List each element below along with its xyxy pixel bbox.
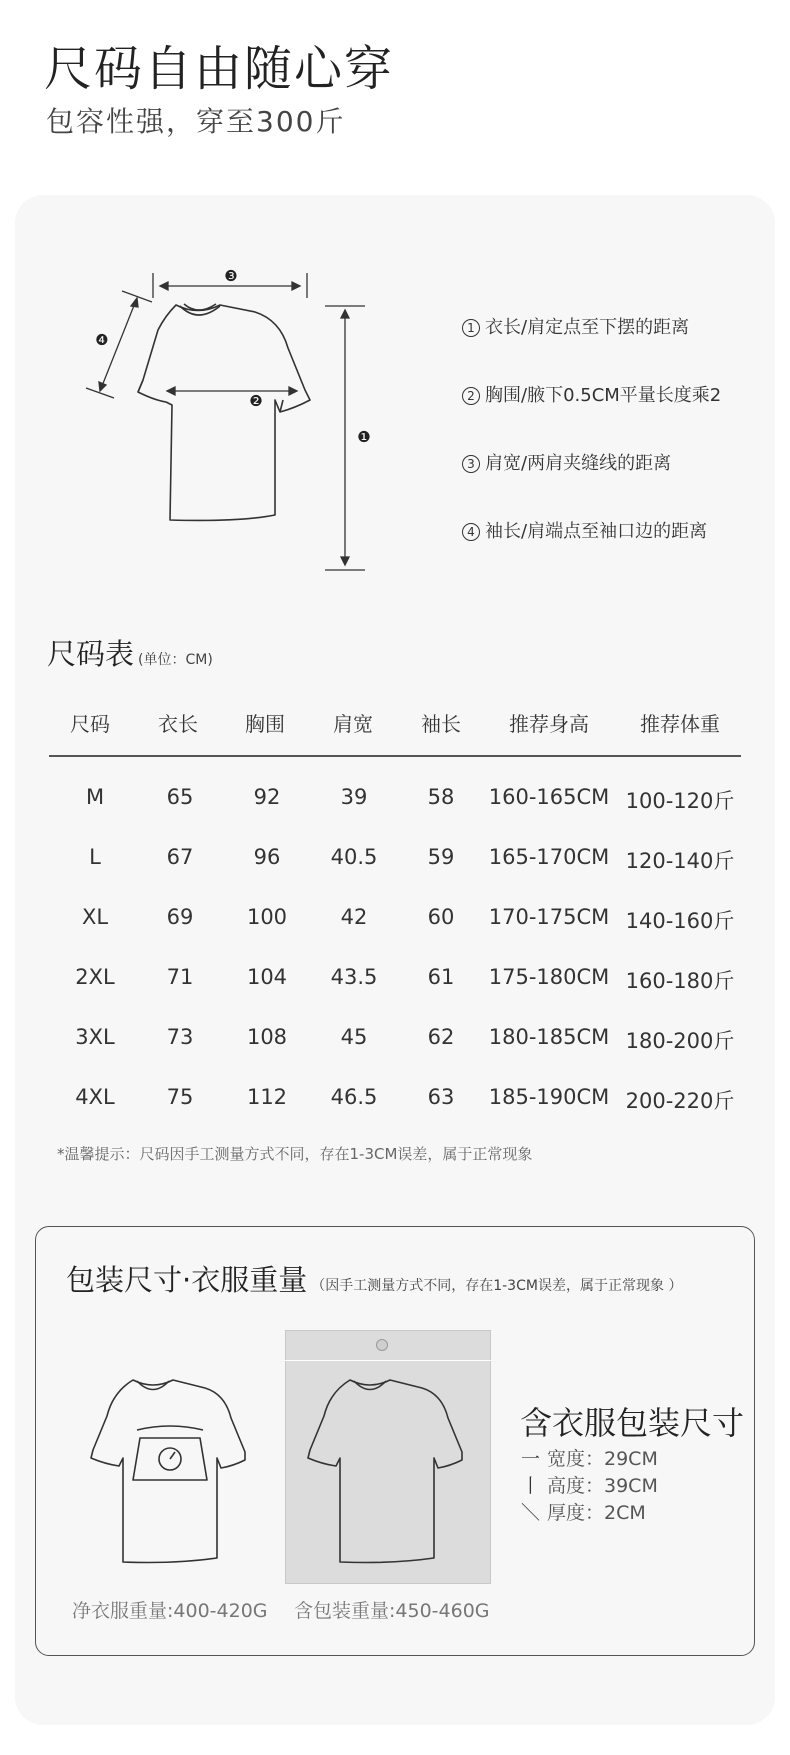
- cell-length: 73: [166, 1025, 194, 1049]
- net-weight-caption: 净衣服重量:400-420G: [72, 1600, 268, 1622]
- header-weight: 推荐体重: [640, 712, 720, 736]
- cell-sleeve: 62: [427, 1025, 455, 1049]
- package-size-title: 含衣服包装尺寸: [520, 1404, 745, 1442]
- cell-height: 170-175CM: [488, 905, 610, 929]
- cell-weight: 100-120斤: [625, 789, 735, 813]
- cell-height: 185-190CM: [488, 1085, 610, 1109]
- cell-weight: 200-220斤: [625, 1089, 735, 1113]
- legend-item-shoulder: 3 肩宽/两肩夹缝线的距离: [462, 449, 671, 475]
- marker-4: ❹: [95, 331, 109, 349]
- cell-chest: 100: [246, 905, 288, 929]
- cell-weight: 140-160斤: [625, 909, 735, 933]
- cell-size: XL: [81, 905, 109, 929]
- table-header-divider: [49, 755, 741, 757]
- cell-chest: 92: [253, 785, 281, 809]
- cell-shoulder: 43.5: [330, 965, 378, 989]
- measurement-tip: *温馨提示：尺码因手工测量方式不同，存在1-3CM误差，属于正常现象: [57, 1145, 533, 1163]
- size-table-unit: (单位：CM): [138, 652, 213, 668]
- cell-sleeve: 60: [427, 905, 455, 929]
- cell-weight: 160-180斤: [625, 969, 735, 993]
- cell-sleeve: 61: [427, 965, 455, 989]
- tshirt-measure-diagram: [80, 260, 400, 580]
- cell-chest: 108: [246, 1025, 288, 1049]
- cell-shoulder: 45: [340, 1025, 368, 1049]
- cell-height: 180-185CM: [488, 1025, 610, 1049]
- cell-sleeve: 58: [427, 785, 455, 809]
- cell-size: 4XL: [75, 1085, 115, 1109]
- header-size: 尺码: [70, 712, 110, 736]
- cell-sleeve: 63: [427, 1085, 455, 1109]
- cell-shoulder: 39: [340, 785, 368, 809]
- bag-seal-line: [285, 1360, 491, 1361]
- cell-chest: 112: [246, 1085, 288, 1109]
- dimension-width: 一 宽度：29CM: [521, 1448, 658, 1470]
- cell-length: 71: [166, 965, 194, 989]
- package-title: 包装尺寸·衣服重量 （因手工测量方式不同，存在1-3CM误差，属于正常现象 ）: [66, 1263, 683, 1297]
- cell-shoulder: 46.5: [330, 1085, 378, 1109]
- header-length: 衣长: [158, 712, 198, 736]
- cell-weight: 120-140斤: [625, 849, 735, 873]
- marker-3: ❸: [224, 267, 238, 285]
- page-title: 尺码自由随心穿: [44, 41, 395, 97]
- cell-sleeve: 59: [427, 845, 455, 869]
- package-weight-caption: 含包装重量:450-460G: [294, 1600, 490, 1622]
- cell-weight: 180-200斤: [625, 1029, 735, 1053]
- cell-size: 2XL: [75, 965, 115, 989]
- marker-2: ❷: [249, 392, 263, 410]
- dimension-thickness: ＼ 厚度：2CM: [521, 1502, 646, 1524]
- tshirt-scale-icon: [85, 1370, 255, 1570]
- cell-length: 67: [166, 845, 194, 869]
- cell-size: L: [89, 845, 101, 869]
- cell-shoulder: 42: [340, 905, 368, 929]
- cell-size: M: [85, 785, 105, 809]
- header-chest: 胸围: [245, 712, 285, 736]
- dimension-height: 丨 高度：39CM: [521, 1475, 658, 1497]
- hang-hole-icon: [375, 1338, 389, 1352]
- size-table-title: 尺码表 (单位：CM): [47, 637, 213, 671]
- cell-length: 65: [166, 785, 194, 809]
- cell-height: 160-165CM: [488, 785, 610, 809]
- page-subtitle: 包容性强，穿至300斤: [46, 105, 346, 138]
- legend-item-length: 1 衣长/肩定点至下摆的距离: [462, 313, 689, 339]
- cell-size: 3XL: [75, 1025, 115, 1049]
- package-note: （因手工测量方式不同，存在1-3CM误差，属于正常现象 ）: [311, 1278, 683, 1294]
- header-sleeve: 袖长: [421, 712, 461, 736]
- legend-item-chest: 2 胸围/腋下0.5CM平量长度乘2: [462, 381, 721, 407]
- cell-length: 69: [166, 905, 194, 929]
- cell-shoulder: 40.5: [330, 845, 378, 869]
- header-shoulder: 肩宽: [333, 712, 373, 736]
- cell-height: 165-170CM: [488, 845, 610, 869]
- legend-item-sleeve: 4 袖长/肩端点至袖口边的距离: [462, 517, 707, 543]
- cell-chest: 104: [246, 965, 288, 989]
- tshirt-in-bag-icon: [300, 1370, 475, 1570]
- cell-chest: 96: [253, 845, 281, 869]
- marker-1: ❶: [357, 428, 371, 446]
- cell-height: 175-180CM: [488, 965, 610, 989]
- tshirt-outline: [138, 305, 310, 520]
- cell-length: 75: [166, 1085, 194, 1109]
- header-height: 推荐身高: [509, 712, 589, 736]
